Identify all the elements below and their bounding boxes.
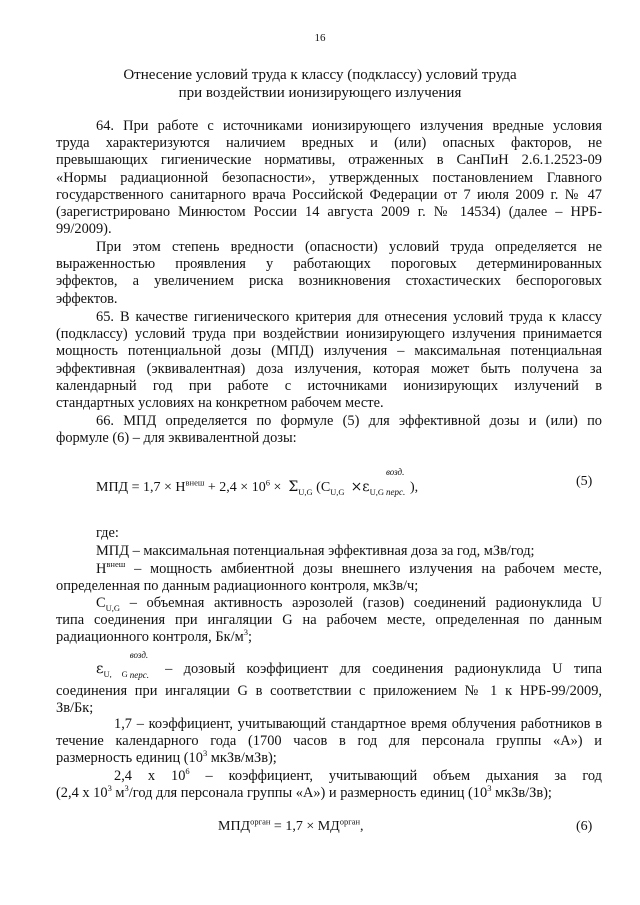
formula-6-number: (6) bbox=[576, 819, 593, 834]
text-line: «Нормы радиационной безопасности», утвержденных постановлением Главного bbox=[56, 169, 602, 186]
text-segment: – дозовый коэффициент для соединения радионуклида U типа bbox=[153, 661, 603, 677]
formula-6-end: , bbox=[360, 819, 364, 834]
sum-subscript: U,G bbox=[298, 486, 313, 497]
formula-5-lhs: МПД = 1,7 × Н bbox=[96, 480, 186, 495]
definition-coefficient-17 bbox=[56, 716, 602, 768]
formula-5-coefficient: + 2,4 × 10 bbox=[207, 480, 266, 495]
formula-5-close: ), bbox=[409, 480, 419, 495]
text-line: эффектов, а увеличением риска возникновения стохастических беспороговых bbox=[56, 273, 602, 290]
text-line: государственного санитарного врача Российской Федерации от 7 июля 2009 г. № 47 bbox=[56, 186, 602, 203]
paragraph-64 bbox=[56, 118, 602, 238]
definition-h bbox=[56, 561, 602, 595]
text-line: 66. МПД определяется по формуле (5) для эффективной дозы и (или) по bbox=[96, 413, 602, 429]
formula-5 bbox=[96, 467, 419, 497]
formula-5-activity: (C bbox=[316, 480, 331, 495]
definition-mpd: МПД – максимальная потенциальная эффективная доза за год, мЗв/год; bbox=[96, 543, 535, 559]
text-segment: 2,4 х 10 bbox=[114, 768, 186, 784]
text-line: 64. При работе с источниками ионизирующего излучения вредные условия bbox=[96, 118, 602, 134]
superscript: 6 bbox=[185, 766, 190, 777]
text-line: течение календарного года (1700 часов в год для персонала группы «А») и bbox=[56, 733, 602, 750]
where-label: где: bbox=[96, 525, 119, 541]
text-segment: – коэффициент, учитывающий объем дыхания за год bbox=[189, 768, 602, 784]
text-line: Зв/Бк; bbox=[56, 700, 94, 717]
text-segment: мкЗв/мЗв); bbox=[207, 750, 277, 767]
superscript: 3 bbox=[202, 748, 208, 759]
text-line: эффективная (эквивалентная) доза излучения, которая может быть получена за bbox=[56, 360, 602, 377]
symbol-epsilon-lower-label: перс. bbox=[129, 670, 150, 680]
text-segment: ; bbox=[247, 629, 252, 646]
definition-epsilon bbox=[56, 650, 603, 717]
symbol-epsilon: ε bbox=[96, 661, 104, 677]
text-segment: радиационного контроля, Бк/м bbox=[56, 629, 244, 646]
paragraph-66 bbox=[56, 413, 602, 447]
dose-coefficient-superscript: возд. bbox=[385, 467, 405, 477]
formula-5-number: (5) bbox=[576, 474, 593, 489]
superscript: 3 bbox=[243, 627, 248, 638]
symbol-epsilon-superscript: возд. bbox=[129, 650, 149, 660]
definition-c bbox=[56, 595, 602, 647]
text-line: мощность потенциальной дозы (МПД) излучения – максимальная потенциальная bbox=[56, 343, 602, 360]
text-line: календарный год при работе с источниками ионизирующих излучений в bbox=[56, 377, 602, 394]
text-line: 99/2009). bbox=[56, 221, 112, 238]
page-number: 16 bbox=[314, 32, 326, 44]
dose-coefficient-stack bbox=[384, 467, 410, 497]
text-line: стандартных условиях на конкретном рабочем месте. bbox=[56, 395, 384, 412]
symbol-epsilon-subscript: U, G bbox=[103, 668, 128, 679]
formula-6 bbox=[218, 818, 364, 836]
text-line: При этом степень вредности (опасности) условий труда определяется не bbox=[96, 239, 602, 255]
formula-6-rhs: = 1,7 × МД bbox=[270, 819, 340, 834]
superscript: 3 bbox=[107, 783, 112, 794]
symbol-c-subscript: U,G bbox=[105, 602, 121, 613]
text-segment: – мощность амбиентной дозы внешнего излучения на рабочем месте, bbox=[125, 561, 602, 577]
dose-coefficient-subscript: U,G bbox=[369, 486, 384, 497]
text-line: определенная по данным радиационного контроля, мкЗв/ч; bbox=[56, 578, 419, 595]
text-line: труда характеризуются наличием вредных и (или) опасных факторов, не bbox=[56, 135, 602, 152]
symbol-epsilon-stack bbox=[128, 650, 154, 680]
formula-6-lhs-superscript: орган bbox=[250, 816, 271, 827]
text-line bbox=[56, 595, 602, 612]
activity-subscript: U,G bbox=[330, 486, 345, 497]
sum-symbol: Σ bbox=[288, 479, 299, 495]
formula-5-dose-coefficient: ×ε bbox=[350, 479, 370, 495]
text-segment: м bbox=[111, 785, 125, 802]
text-line bbox=[56, 650, 603, 680]
dose-coefficient-lower-label: перс. bbox=[385, 487, 406, 497]
text-line: (подклассу) условий труда при воздействии ионизирующего излучения принимается bbox=[56, 326, 602, 343]
text-line: 65. В качестве гигиенического критерия для отнесения условий труда к классу bbox=[96, 309, 602, 325]
text-line: выраженностью проявления у работающих пороговых детерминированных bbox=[56, 256, 602, 273]
text-line: типа соединения при ингаляции G на рабочем месте, определенная по данным bbox=[56, 612, 602, 629]
text-segment: мкЗв/Зв); bbox=[491, 785, 552, 802]
superscript: 3 bbox=[124, 783, 129, 794]
symbol-h: Н bbox=[96, 561, 107, 577]
formula-5-exponent: 6 bbox=[265, 477, 270, 488]
text-line: соединения при ингаляции G в соответствии с приложением № 1 к НРБ-99/2009, bbox=[56, 683, 602, 699]
paragraph-65 bbox=[56, 309, 602, 412]
text-line bbox=[56, 750, 602, 767]
text-segment: (2,4 х 10 bbox=[56, 785, 108, 802]
text-line: формуле (6) – для эквивалентной дозы: bbox=[56, 430, 297, 447]
text-line bbox=[56, 785, 602, 802]
section-title bbox=[40, 66, 600, 102]
superscript: 3 bbox=[487, 783, 492, 794]
text-segment: /год для персонала группы «А») и размерность единиц (10 bbox=[128, 785, 488, 802]
formula-5-times: × bbox=[273, 480, 282, 495]
formula-6-lhs: МПД bbox=[218, 819, 251, 834]
formula-6-rhs-superscript: орган bbox=[339, 816, 361, 827]
text-line: эффектов. bbox=[56, 290, 118, 307]
section-title-line-2: при воздействии ионизирующего излучения bbox=[178, 85, 462, 101]
paragraph-64-continued bbox=[56, 239, 602, 308]
text-line: 1,7 – коэффициент, учитывающий стандартное время облучения работников в bbox=[114, 716, 602, 732]
text-line bbox=[56, 768, 602, 785]
symbol-c: C bbox=[96, 595, 106, 611]
definition-coefficient-24 bbox=[56, 768, 602, 802]
text-segment: – объемная активность аэрозолей (газов) соединений радионуклида U bbox=[120, 595, 602, 611]
section-title-line-1: Отнесение условий труда к классу (подклассу) условий труда bbox=[123, 67, 517, 83]
text-line: (зарегистрировано Минюстом России 14 августа 2009 г. № 14534) (далее – НРБ- bbox=[56, 204, 602, 221]
symbol-h-superscript: внеш bbox=[106, 559, 126, 570]
text-line: превышающих гигиенические нормативы, отраженных в СанПиН 2.6.1.2523-09 bbox=[56, 152, 602, 169]
text-line bbox=[56, 561, 602, 578]
text-segment: размерность единиц (10 bbox=[56, 750, 203, 767]
formula-5-h-superscript: внеш bbox=[185, 477, 205, 488]
